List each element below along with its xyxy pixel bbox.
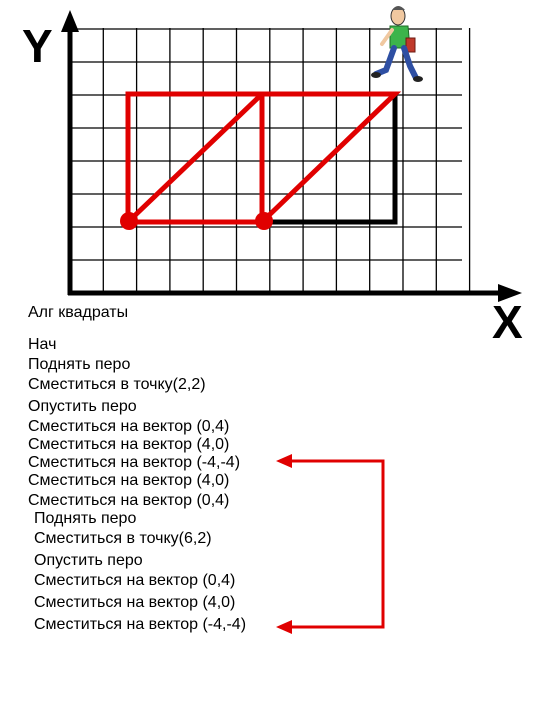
walking-man-icon	[371, 6, 423, 82]
algorithm-line: Поднять перо	[34, 510, 137, 527]
start-point-2	[255, 212, 273, 230]
algorithm-line: Сместиться в точку(6,2)	[34, 530, 212, 547]
algorithm-line: Опустить перо	[28, 398, 137, 415]
algorithm-line: Сместиться на вектор (-4,-4)	[28, 454, 241, 471]
algorithm-line: Нач	[28, 336, 57, 353]
algorithm-line: Сместиться на вектор (0,4)	[34, 572, 236, 589]
arrow-head-top	[276, 454, 292, 468]
algorithm-line: Поднять перо	[28, 356, 131, 373]
algorithm-title: Алг квадраты	[28, 304, 129, 321]
red-square-2	[262, 94, 395, 222]
y-axis-label: Y	[22, 20, 53, 72]
algorithm-line: Сместиться на вектор (0,4)	[28, 492, 230, 509]
algorithm-line: Сместиться на вектор (-4,-4)	[34, 616, 247, 633]
algorithm-line: Сместиться на вектор (4,0)	[28, 436, 230, 453]
algorithm-line: Сместиться на вектор (0,4)	[28, 418, 230, 435]
red-figures	[128, 94, 395, 222]
x-axis-label: X	[492, 296, 523, 348]
algorithm-line: Сместиться на вектор (4,0)	[28, 472, 230, 489]
arrow-head-bottom	[276, 620, 292, 634]
algorithm-line: Опустить перо	[34, 552, 143, 569]
y-axis-arrow	[61, 10, 79, 32]
algorithm-line: Сместиться на вектор (4,0)	[34, 594, 236, 611]
algorithm-line: Сместиться в точку(2,2)	[28, 376, 206, 393]
start-point-1	[120, 212, 138, 230]
red-square-1	[128, 94, 262, 222]
link-bracket	[290, 461, 383, 627]
